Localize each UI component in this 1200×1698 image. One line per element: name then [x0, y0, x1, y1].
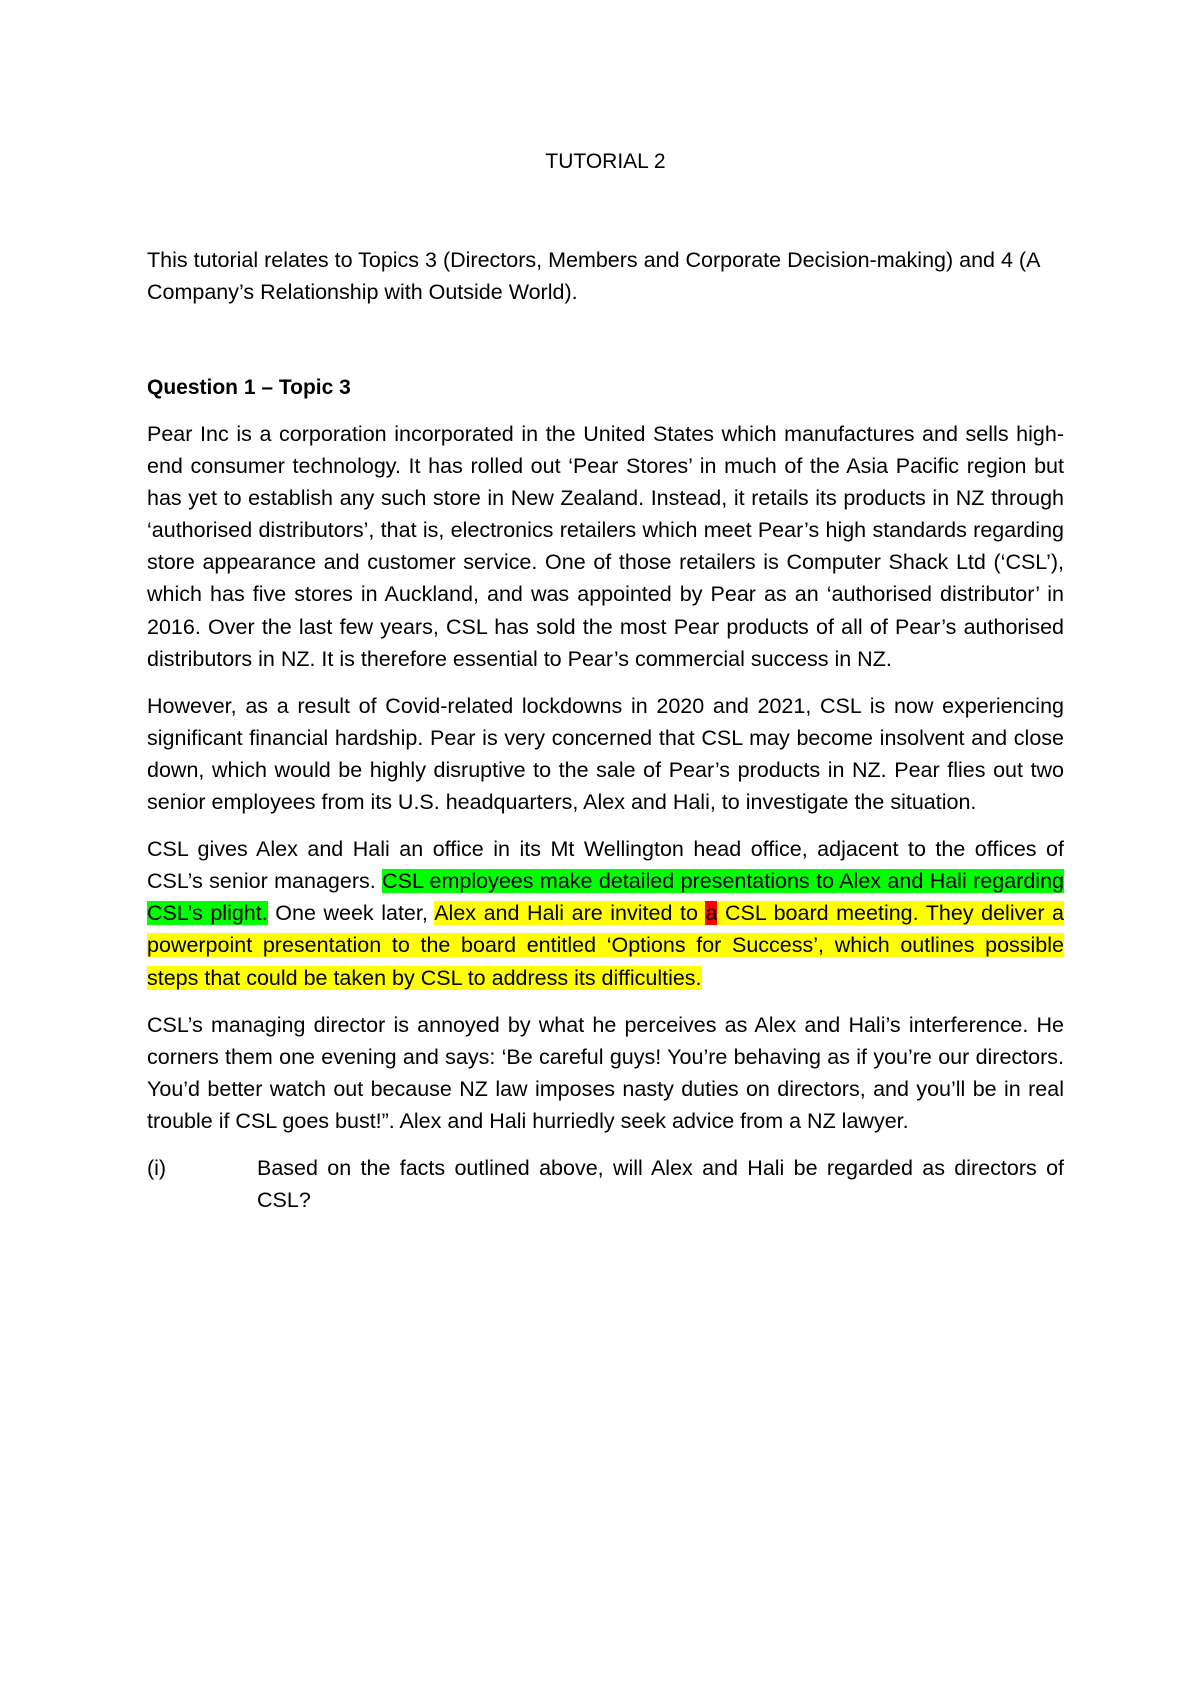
yellow-highlight-2: CSL board meeting. They deliver a powerpoint presentation to the board entitled ‘Options for Success’, which outlines possible steps that could be taken by CSL to address its difficulties.	[147, 901, 1064, 990]
list-item-number: (i)	[147, 1155, 167, 1180]
paragraph-3	[147, 833, 1064, 993]
paragraph-3-text: CSL gives Alex and Hali an office in its Mt Wellington head office, adjacent to the offices of CSL’s senior managers.	[147, 837, 1064, 894]
paragraph-1: Pear Inc is a corporation incorporated in the United States which manufactures and sells high-end consumer technology. It has rolled out ‘Pear Stores’ in much of the Asia Pacific region but has yet to establish any such store in New Zealand. Instead, it retails its products in NZ through ‘authorised distributors’, that is, electronics retailers which meet Pear’s high standards regarding store appearance and customer service. One of those retailers is Computer Shack Ltd (‘CSL’), which has five stores in Auckland, and was appointed by Pear as an ‘authorised distributor’ in 2016. Over the last few years, CSL has sold the most Pear products of all of Pear’s authorised distributors in NZ. It is therefore essential to Pear’s commercial success in NZ.	[147, 422, 1064, 671]
list-item-text: Based on the facts outlined above, will Alex and Hali be regarded as directors of CSL?	[257, 1155, 1064, 1213]
paragraph-4: CSL’s managing director is annoyed by what he perceives as Alex and Hali’s interference. He corners them one evening and says: ‘Be careful guys! You’re behaving as if you’re our directors. You’d better watch out because NZ law imposes nasty duties on directors, and you’ll be in real trouble if CSL goes bust!”. Alex and Hali hurriedly seek advice from a NZ lawyer.	[147, 1012, 1064, 1133]
document-title: TUTORIAL 2	[545, 150, 666, 173]
document-page	[147, 0, 1064, 1698]
green-highlight: CSL employees make detailed presentations to Alex and Hali regarding CSL’s plight.	[147, 869, 1064, 926]
question-body	[147, 418, 1064, 1216]
intro-paragraph: This tutorial relates to Topics 3 (Directors, Members and Corporate Decision-making) and 4 (A Company’s Relationship with Outside World).	[147, 248, 1040, 304]
question-heading: Question 1 – Topic 3	[147, 376, 351, 399]
red-highlight: a	[705, 901, 718, 926]
list-item	[147, 1152, 1064, 1216]
paragraph-3-text-2: One week later,	[267, 901, 435, 926]
paragraph-2: However, as a result of Covid-related lockdowns in 2020 and 2021, CSL is now experiencing significant financial hardship. Pear is very concerned that CSL may become insolvent and close down, which would be highly disruptive to the sale of Pear’s products in NZ. Pear flies out two senior employees from its U.S. headquarters, Alex and Hali, to investigate the situation.	[147, 693, 1064, 815]
yellow-highlight: Alex and Hali are invited to	[434, 901, 706, 926]
